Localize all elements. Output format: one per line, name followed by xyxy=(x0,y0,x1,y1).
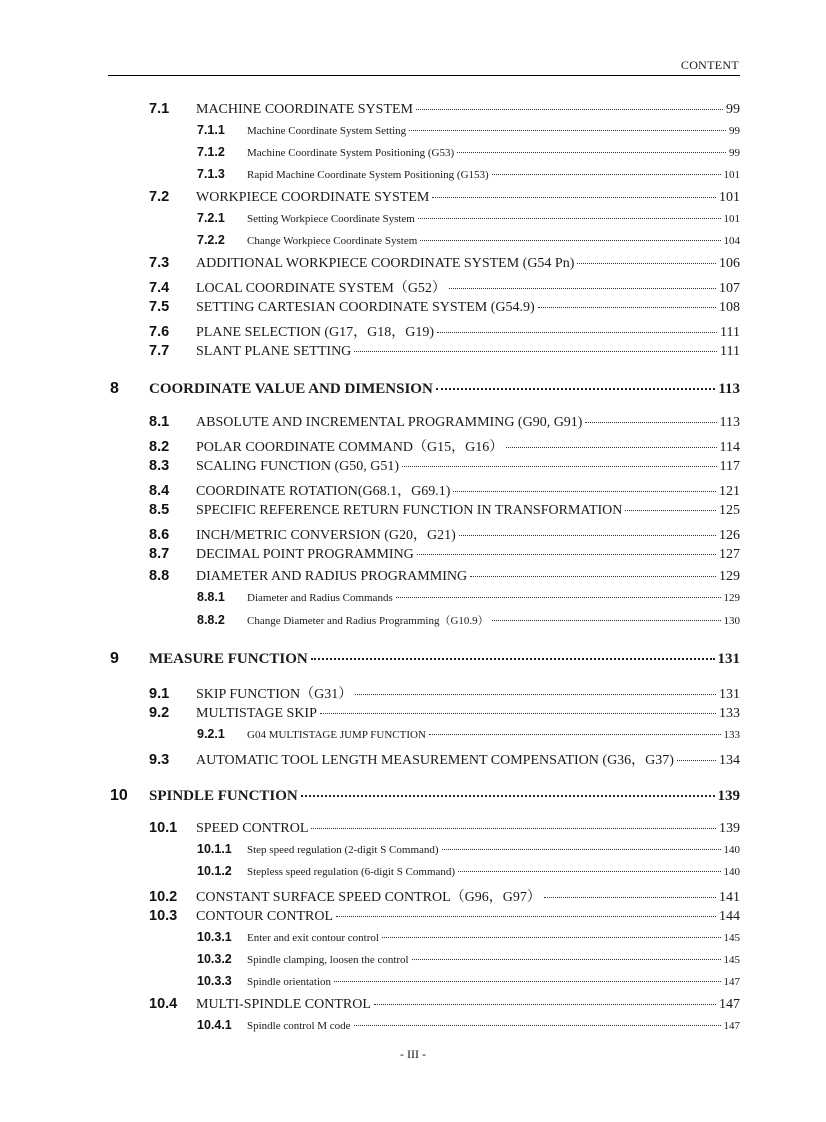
toc-entry-page: 108 xyxy=(719,300,740,315)
toc-entry-title: INCH/METRIC CONVERSION (G20，G21) xyxy=(196,528,456,543)
toc-entry-page: 130 xyxy=(723,615,740,627)
toc-entry-page: 106 xyxy=(719,256,740,271)
toc-entry-number: 10.1 xyxy=(149,820,178,836)
toc-entry[interactable] xyxy=(149,683,740,703)
toc-entry-title: Machine Coordinate System Positioning (G53) xyxy=(247,147,455,159)
toc-entry[interactable] xyxy=(197,233,740,247)
toc-dot-leader xyxy=(470,576,716,577)
toc-entry-number: 10.2 xyxy=(149,889,178,905)
toc-dot-leader xyxy=(374,1004,716,1005)
toc-entry-page: 101 xyxy=(723,169,740,181)
toc-entry-title: WORKPIECE COORDINATE SYSTEM xyxy=(196,190,430,205)
toc-entry-title: DECIMAL POINT PROGRAMMING xyxy=(196,547,414,562)
toc-entry-page: 111 xyxy=(720,325,740,340)
toc-entry-number: 10.3.3 xyxy=(197,974,232,988)
toc-entry-page: 144 xyxy=(719,909,740,924)
toc-dot-leader xyxy=(382,937,721,938)
toc-entry-page: 145 xyxy=(723,954,740,966)
toc-entry-number: 8.2 xyxy=(149,439,170,455)
toc-entry-number: 7.2.1 xyxy=(197,211,225,225)
toc-entry-title: COORDINATE ROTATION(G68.1，G69.1) xyxy=(196,484,451,499)
toc-entry[interactable] xyxy=(197,842,740,856)
toc-entry-page: 125 xyxy=(719,503,740,518)
toc-entry-page: 133 xyxy=(723,729,740,741)
toc-entry-page: 99 xyxy=(726,102,740,117)
toc-entry[interactable] xyxy=(149,546,740,563)
toc-entry-title: Step speed regulation (2-digit S Command) xyxy=(247,844,439,856)
toc-entry-number: 8.8.1 xyxy=(197,590,225,604)
toc-entry[interactable] xyxy=(149,480,740,500)
toc-entry-number: 10.3.1 xyxy=(197,930,232,944)
toc-entry-page: 140 xyxy=(723,844,740,856)
toc-entry-title: ABSOLUTE AND INCREMENTAL PROGRAMMING (G90, G91) xyxy=(196,415,583,430)
toc-entry-title: Setting Workpiece Coordinate System xyxy=(247,213,415,225)
toc-entry-title: SETTING CARTESIAN COORDINATE SYSTEM (G54.9) xyxy=(196,300,535,315)
toc-dot-leader xyxy=(577,263,716,264)
toc-entry-page: 127 xyxy=(719,547,740,562)
toc-entry-number: 7.4 xyxy=(149,280,170,296)
toc-entry-number: 7.3 xyxy=(149,255,170,271)
toc-entry-title: SPINDLE FUNCTION xyxy=(149,788,298,804)
toc-entry-number: 7.7 xyxy=(149,343,170,359)
toc-entry-page: 114 xyxy=(719,440,740,455)
toc-entry-number: 10.1.2 xyxy=(197,864,232,878)
toc-entry-page: 147 xyxy=(719,997,740,1012)
toc-entry-number: 8.4 xyxy=(149,483,170,499)
toc-entry-page: 99 xyxy=(729,147,740,159)
toc-entry-number: 8.1 xyxy=(149,414,170,430)
toc-entry-number: 10 xyxy=(110,787,128,804)
toc-dot-leader xyxy=(459,535,716,536)
toc-entry[interactable] xyxy=(149,524,740,544)
toc-entry[interactable] xyxy=(197,864,740,878)
toc-entry-page: 131 xyxy=(719,687,740,702)
toc-entry-title: Machine Coordinate System Setting xyxy=(247,125,407,137)
toc-entry-number: 10.3.2 xyxy=(197,952,232,966)
toc-dot-leader xyxy=(320,713,716,714)
toc-entry-title: Change Diameter and Radius Programming（G10.9） xyxy=(247,615,489,627)
toc-dot-leader xyxy=(336,916,716,917)
toc-entry-number: 7.5 xyxy=(149,299,170,315)
toc-entry-title: MACHINE COORDINATE SYSTEM xyxy=(196,102,414,117)
toc-dot-leader xyxy=(506,447,716,448)
toc-entry-number: 7.1.2 xyxy=(197,145,225,159)
toc-entry-title: MULTI-SPINDLE CONTROL xyxy=(196,997,371,1012)
toc-dot-leader xyxy=(354,351,717,352)
toc-entry-title: SPECIFIC REFERENCE RETURN FUNCTION IN TRANSFORMATION xyxy=(196,503,623,518)
toc-dot-leader xyxy=(416,109,723,110)
toc-entry-title: Rapid Machine Coordinate System Positioning (G153) xyxy=(247,169,489,181)
toc-entry-page: 131 xyxy=(717,651,740,667)
toc-dot-leader xyxy=(544,897,716,898)
toc-entry-title: Diameter and Radius Commands xyxy=(247,592,393,604)
toc-dot-leader xyxy=(677,760,716,761)
toc-entry-page: 139 xyxy=(717,788,740,804)
toc-dot-leader xyxy=(409,130,726,131)
toc-entry-number: 8.3 xyxy=(149,458,170,474)
toc-entry-number: 7.6 xyxy=(149,324,170,340)
toc-dot-leader xyxy=(437,332,717,333)
toc-entry-number: 8.6 xyxy=(149,527,170,543)
toc-dot-leader xyxy=(420,240,720,241)
toc-entry[interactable] xyxy=(149,277,740,297)
toc-dot-leader xyxy=(625,510,716,511)
toc-entry-page: 134 xyxy=(719,753,740,768)
toc-entry-number: 7.2 xyxy=(149,189,170,205)
toc-entry-title: G04 MULTISTAGE JUMP FUNCTION xyxy=(247,729,426,741)
toc-entry-number: 9.3 xyxy=(149,752,170,768)
toc-entry[interactable] xyxy=(149,820,740,837)
toc-entry-title: POLAR COORDINATE COMMAND（G15，G16） xyxy=(196,440,504,455)
toc-entry-page: 113 xyxy=(719,415,740,430)
toc-entry[interactable] xyxy=(197,974,740,988)
toc-dot-leader xyxy=(301,795,715,797)
toc-entry-number: 9 xyxy=(110,650,119,667)
toc-entry-title: MEASURE FUNCTION xyxy=(149,651,308,667)
toc-dot-leader xyxy=(458,871,720,872)
toc-entry[interactable] xyxy=(149,705,740,722)
toc-dot-leader xyxy=(449,288,716,289)
toc-entry-number: 9.2.1 xyxy=(197,727,225,741)
toc-entry[interactable] xyxy=(149,101,740,118)
toc-dot-leader xyxy=(492,174,721,175)
toc-entry-page: 104 xyxy=(723,235,740,247)
toc-entry-title: Spindle orientation xyxy=(247,976,332,988)
toc-entry[interactable] xyxy=(197,211,740,225)
toc-dot-leader xyxy=(354,1025,721,1026)
toc-dot-leader xyxy=(334,981,720,982)
toc-entry-page: 117 xyxy=(719,459,740,474)
toc-entry[interactable] xyxy=(149,299,740,316)
toc-entry[interactable] xyxy=(149,502,740,519)
toc-entry[interactable] xyxy=(197,952,740,966)
toc-entry-page: 141 xyxy=(719,890,740,905)
toc-entry-title: Spindle clamping, loosen the control xyxy=(247,954,409,966)
toc-entry-number: 9.2 xyxy=(149,705,170,721)
toc-entry-title: SCALING FUNCTION (G50, G51) xyxy=(196,459,399,474)
toc-dot-leader xyxy=(418,218,721,219)
toc-entry-number: 8.8 xyxy=(149,568,170,584)
toc-dot-leader xyxy=(412,959,721,960)
toc-entry[interactable] xyxy=(197,930,740,944)
toc-entry-page: 126 xyxy=(719,528,740,543)
toc-entry[interactable] xyxy=(197,612,740,628)
toc-entry[interactable] xyxy=(197,123,740,137)
toc-entry[interactable] xyxy=(110,787,740,805)
toc-entry-page: 101 xyxy=(723,213,740,225)
toc-entry-number: 10.4.1 xyxy=(197,1018,232,1032)
toc-entry-title: PLANE SELECTION (G17，G18，G19) xyxy=(196,325,434,340)
toc-entry-page: 139 xyxy=(719,821,740,836)
toc-entry-number: 7.1.1 xyxy=(197,123,225,137)
toc-entry-title: Enter and exit contour control xyxy=(247,932,379,944)
toc-entry-page: 111 xyxy=(720,344,740,359)
toc-entry-number: 10.1.1 xyxy=(197,842,232,856)
toc-entry[interactable] xyxy=(149,749,740,769)
toc-entry-title: AUTOMATIC TOOL LENGTH MEASUREMENT COMPENSATION (G36，G37) xyxy=(196,753,674,768)
toc-entry[interactable] xyxy=(149,908,740,925)
toc-entry[interactable] xyxy=(149,436,740,456)
toc-entry-number: 10.3 xyxy=(149,908,178,924)
toc-dot-leader xyxy=(417,554,716,555)
toc-entry-title: CONSTANT SURFACE SPEED CONTROL（G96，G97） xyxy=(196,890,541,905)
toc-dot-leader xyxy=(396,597,721,598)
toc-entry-page: 129 xyxy=(719,569,740,584)
toc-dot-leader xyxy=(402,466,717,467)
page-number: - III - xyxy=(400,1047,426,1061)
toc-entry-page: 101 xyxy=(719,190,740,205)
toc-entry-page: 133 xyxy=(719,706,740,721)
toc-entry[interactable] xyxy=(149,414,740,431)
toc-dot-leader xyxy=(355,694,716,695)
toc-entry-page: 145 xyxy=(723,932,740,944)
toc-entry[interactable] xyxy=(197,145,740,159)
toc-entry-title: Change Workpiece Coordinate System xyxy=(247,235,418,247)
toc-entry[interactable] xyxy=(197,1018,740,1032)
toc-entry-number: 9.1 xyxy=(149,686,170,702)
toc-entry-title: CONTOUR CONTROL xyxy=(196,909,334,924)
toc-entry-title: SKIP FUNCTION（G31） xyxy=(196,687,353,702)
toc-entry-number: 8.7 xyxy=(149,546,170,562)
toc-dot-leader xyxy=(311,658,715,660)
toc-entry-page: 147 xyxy=(723,1020,740,1032)
toc-dot-leader xyxy=(492,620,721,621)
toc-entry-number: 8.8.2 xyxy=(197,613,225,627)
toc-entry-page: 121 xyxy=(719,484,740,499)
toc-dot-leader xyxy=(453,491,716,492)
toc-entry-page: 140 xyxy=(723,866,740,878)
toc-entry-number: 7.2.2 xyxy=(197,233,225,247)
toc-entry-title: ADDITIONAL WORKPIECE COORDINATE SYSTEM (G54 Pn) xyxy=(196,256,575,271)
toc-entry-title: COORDINATE VALUE AND DIMENSION xyxy=(149,381,433,397)
toc-entry[interactable] xyxy=(110,650,740,668)
toc-entry-number: 8 xyxy=(110,380,119,397)
toc-entry-number: 7.1 xyxy=(149,101,170,117)
toc-dot-leader xyxy=(429,734,721,735)
toc-entry-page: 113 xyxy=(718,381,740,397)
toc-entry[interactable] xyxy=(149,458,740,475)
toc-dot-leader xyxy=(457,152,726,153)
toc-entry[interactable] xyxy=(197,727,740,741)
toc-dot-leader xyxy=(432,197,716,198)
toc-entry-title: DIAMETER AND RADIUS PROGRAMMING xyxy=(196,569,468,584)
toc-entry-title: SPEED CONTROL xyxy=(196,821,309,836)
toc-entry[interactable] xyxy=(149,886,740,906)
toc-entry[interactable] xyxy=(197,590,740,604)
toc-entry[interactable] xyxy=(197,167,740,181)
toc-dot-leader xyxy=(311,828,716,829)
toc-entry[interactable] xyxy=(149,996,740,1013)
toc-entry[interactable] xyxy=(110,380,740,398)
toc-entry-number: 7.1.3 xyxy=(197,167,225,181)
toc-entry[interactable] xyxy=(149,343,740,360)
toc-entry-page: 107 xyxy=(719,281,740,296)
toc-entry-title: SLANT PLANE SETTING xyxy=(196,344,352,359)
toc-dot-leader xyxy=(585,422,716,423)
toc-entry-page: 129 xyxy=(723,592,740,604)
toc-entry[interactable] xyxy=(149,321,740,341)
toc-entry-title: Spindle control M code xyxy=(247,1020,351,1032)
toc-entry[interactable] xyxy=(149,189,740,206)
toc-dot-leader xyxy=(442,849,721,850)
toc-dot-leader xyxy=(538,307,716,308)
running-header: CONTENT xyxy=(680,58,739,72)
toc-entry-title: MULTISTAGE SKIP xyxy=(196,706,317,721)
toc-entry[interactable] xyxy=(149,255,740,272)
toc-entry-page: 99 xyxy=(729,125,740,137)
toc-dot-leader xyxy=(436,388,716,390)
toc-entry-title: Stepless speed regulation (6-digit S Command) xyxy=(247,866,456,878)
toc-entry-title: LOCAL COORDINATE SYSTEM（G52） xyxy=(196,281,446,296)
toc-entry-page: 147 xyxy=(723,976,740,988)
toc-entry-number: 8.5 xyxy=(149,502,170,518)
toc-entry-number: 10.4 xyxy=(149,996,178,1012)
toc-entry[interactable] xyxy=(149,568,740,585)
